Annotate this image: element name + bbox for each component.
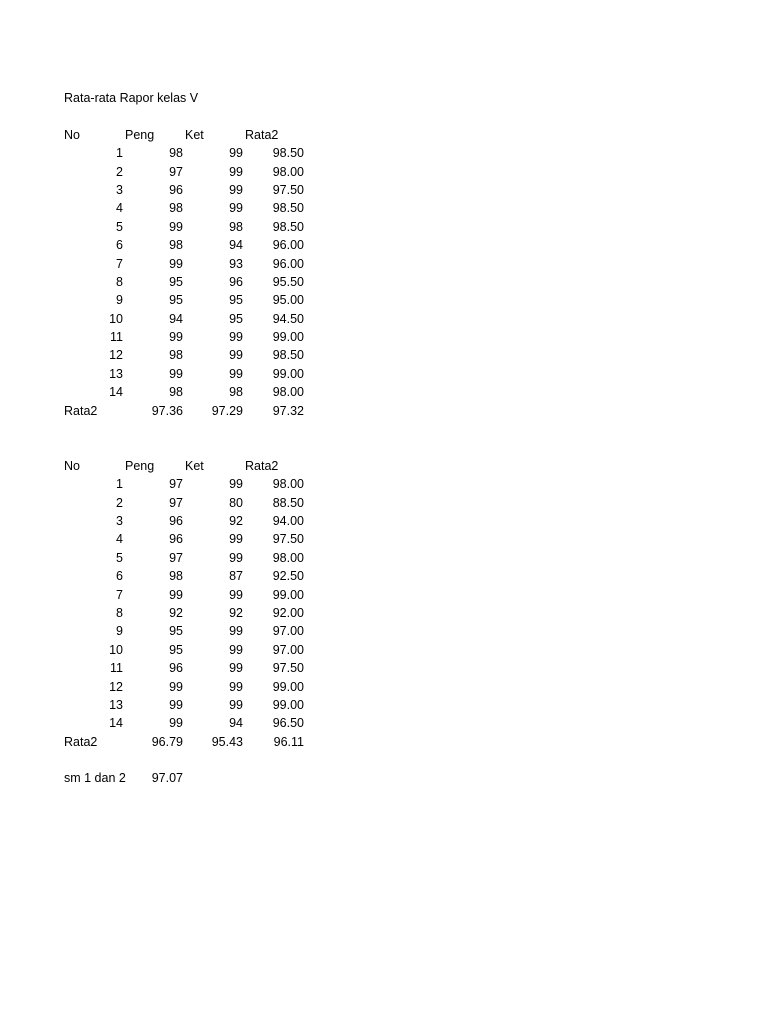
cell-peng: 96 (169, 661, 183, 676)
cell-no: 11 (110, 330, 123, 345)
table-row (64, 346, 324, 364)
cell-no: 9 (116, 293, 123, 308)
cell-rata2: 98.50 (272, 201, 304, 216)
table-row (64, 236, 324, 254)
cell-ket: 92 (229, 513, 243, 528)
cell-ket: 94 (229, 238, 243, 253)
cell-peng: 97 (169, 495, 183, 510)
summary-rata2: 96.11 (273, 734, 304, 749)
summary-rata2: 97.32 (272, 403, 304, 418)
summary-peng: 96.79 (151, 734, 183, 749)
summary-label: Rata2 (64, 734, 98, 749)
cell-no: 7 (116, 256, 123, 271)
cell-peng: 98 (169, 348, 183, 363)
cell-ket: 99 (229, 366, 243, 381)
cell-rata2: 97.00 (272, 624, 304, 639)
cell-rata2: 97.50 (272, 182, 304, 197)
table-row (64, 475, 324, 493)
cell-ket: 96 (229, 274, 243, 289)
cell-no: 14 (109, 716, 123, 731)
cell-rata2: 88.50 (272, 495, 304, 510)
cell-no: 6 (116, 238, 123, 253)
table-row (64, 291, 324, 309)
header-no: No (64, 458, 80, 473)
cell-peng: 98 (169, 238, 183, 253)
cell-ket: 95 (229, 311, 243, 326)
cell-rata2: 96.00 (272, 256, 304, 271)
cell-no: 11 (110, 661, 123, 676)
cell-ket: 99 (229, 532, 243, 547)
cell-ket: 93 (229, 256, 243, 271)
table-header-row (64, 126, 324, 144)
cell-ket: 99 (229, 661, 243, 676)
cell-ket: 94 (229, 716, 243, 731)
header-peng: Peng (125, 127, 155, 142)
cell-no: 9 (116, 624, 123, 639)
cell-no: 12 (109, 679, 123, 694)
cell-peng: 92 (169, 605, 183, 620)
blank-row (64, 107, 324, 125)
header-peng: Peng (125, 458, 155, 473)
cell-no: 4 (116, 532, 123, 547)
cell-no: 7 (116, 587, 123, 602)
header-rata2: Rata2 (245, 127, 279, 142)
cell-ket: 99 (229, 182, 243, 197)
cell-peng: 97 (169, 550, 183, 565)
cell-peng: 95 (169, 642, 183, 657)
cell-rata2: 98.00 (272, 550, 304, 565)
cell-ket: 99 (229, 550, 243, 565)
cell-ket: 98 (229, 385, 243, 400)
cell-rata2: 94.50 (272, 311, 304, 326)
table-row (64, 273, 324, 291)
header-no: No (64, 127, 80, 142)
cell-no: 12 (109, 348, 123, 363)
cell-peng: 95 (169, 624, 183, 639)
sheet-title: Rata-rata Rapor kelas V (64, 91, 199, 105)
cell-rata2: 98.00 (272, 164, 304, 179)
cell-peng: 95 (169, 293, 183, 308)
cell-rata2: 99.00 (272, 697, 304, 712)
table-row (64, 641, 324, 659)
final-average-label: sm 1 dan 2 (64, 771, 126, 786)
table-row (64, 659, 324, 677)
cell-no: 3 (116, 513, 123, 528)
cell-rata2: 95.50 (272, 274, 304, 289)
table-row (64, 163, 324, 181)
final-average-value: 97.07 (151, 771, 183, 786)
table-row (64, 328, 324, 346)
cell-peng: 98 (169, 201, 183, 216)
table-row (64, 218, 324, 236)
cell-peng: 95 (169, 274, 183, 289)
cell-no: 14 (109, 385, 123, 400)
summary-ket: 97.29 (211, 403, 243, 418)
cell-peng: 98 (169, 146, 183, 161)
cell-no: 3 (116, 182, 123, 197)
blank-row (64, 420, 324, 438)
cell-no: 1 (116, 146, 123, 161)
cell-rata2: 99.00 (272, 679, 304, 694)
cell-ket: 92 (229, 605, 243, 620)
cell-peng: 98 (169, 569, 183, 584)
cell-rata2: 94.00 (272, 513, 304, 528)
table-row (64, 181, 324, 199)
cell-no: 2 (116, 495, 123, 510)
final-average-row (64, 769, 324, 787)
cell-rata2: 98.50 (272, 348, 304, 363)
cell-peng: 99 (169, 366, 183, 381)
cell-ket: 99 (229, 201, 243, 216)
cell-peng: 99 (169, 219, 183, 234)
cell-rata2: 92.50 (272, 569, 304, 584)
cell-ket: 99 (229, 679, 243, 694)
cell-no: 10 (109, 311, 123, 326)
table-row (64, 512, 324, 530)
semester-1-table (64, 126, 324, 420)
blank-row (64, 751, 324, 769)
table-row (64, 494, 324, 512)
cell-peng: 98 (169, 385, 183, 400)
table-row (64, 383, 324, 401)
cell-ket: 99 (229, 146, 243, 161)
cell-peng: 99 (169, 716, 183, 731)
cell-ket: 99 (229, 348, 243, 363)
cell-rata2: 97.00 (272, 642, 304, 657)
cell-rata2: 98.00 (272, 385, 304, 400)
summary-peng: 97.36 (151, 403, 183, 418)
cell-rata2: 98.50 (272, 219, 304, 234)
cell-peng: 99 (169, 330, 183, 345)
cell-rata2: 99.00 (272, 366, 304, 381)
summary-ket: 95.43 (211, 734, 243, 749)
cell-ket: 99 (229, 697, 243, 712)
table-row (64, 310, 324, 328)
cell-no: 1 (116, 477, 123, 492)
cell-peng: 96 (169, 513, 183, 528)
cell-rata2: 97.50 (272, 532, 304, 547)
table-row (64, 622, 324, 640)
table-row (64, 199, 324, 217)
table-row (64, 255, 324, 273)
cell-rata2: 99.00 (272, 587, 304, 602)
table-row (64, 678, 324, 696)
table-row (64, 365, 324, 383)
header-ket: Ket (185, 127, 204, 142)
cell-peng: 96 (169, 182, 183, 197)
cell-no: 13 (109, 697, 123, 712)
cell-no: 13 (109, 366, 123, 381)
cell-peng: 99 (169, 256, 183, 271)
table-row (64, 144, 324, 162)
table-row (64, 530, 324, 548)
cell-peng: 99 (169, 697, 183, 712)
table-row (64, 714, 324, 732)
cell-rata2: 98.00 (272, 477, 304, 492)
cell-peng: 97 (169, 164, 183, 179)
cell-rata2: 97.50 (272, 661, 304, 676)
cell-no: 5 (116, 550, 123, 565)
cell-no: 8 (116, 605, 123, 620)
cell-peng: 94 (169, 311, 183, 326)
cell-rata2: 98.50 (272, 146, 304, 161)
cell-ket: 99 (229, 477, 243, 492)
cell-rata2: 96.00 (272, 238, 304, 253)
cell-no: 8 (116, 274, 123, 289)
cell-ket: 98 (229, 219, 243, 234)
table-summary-row (64, 733, 324, 751)
cell-rata2: 96.50 (272, 716, 304, 731)
cell-ket: 99 (229, 330, 243, 345)
cell-no: 2 (116, 164, 123, 179)
cell-peng: 96 (169, 532, 183, 547)
header-rata2: Rata2 (245, 458, 279, 473)
cell-ket: 99 (229, 164, 243, 179)
cell-rata2: 92.00 (272, 605, 304, 620)
cell-rata2: 99.00 (272, 330, 304, 345)
cell-no: 6 (116, 569, 123, 584)
cell-peng: 99 (169, 679, 183, 694)
semester-2-table (64, 457, 324, 751)
cell-peng: 97 (169, 477, 183, 492)
blank-row (64, 438, 324, 456)
cell-ket: 99 (229, 624, 243, 639)
header-ket: Ket (185, 458, 204, 473)
summary-label: Rata2 (64, 403, 98, 418)
table-row (64, 549, 324, 567)
cell-no: 10 (109, 642, 123, 657)
table-row (64, 567, 324, 585)
table-row (64, 696, 324, 714)
table-header-row (64, 457, 324, 475)
title-row (64, 89, 324, 107)
table-row (64, 586, 324, 604)
cell-rata2: 95.00 (272, 293, 304, 308)
cell-ket: 99 (229, 642, 243, 657)
cell-ket: 99 (229, 587, 243, 602)
cell-no: 5 (116, 219, 123, 234)
spreadsheet-sheet (64, 89, 324, 788)
table-summary-row (64, 402, 324, 420)
table-row (64, 604, 324, 622)
cell-ket: 80 (229, 495, 243, 510)
cell-no: 4 (116, 201, 123, 216)
cell-ket: 87 (229, 569, 243, 584)
cell-peng: 99 (169, 587, 183, 602)
cell-ket: 95 (229, 293, 243, 308)
